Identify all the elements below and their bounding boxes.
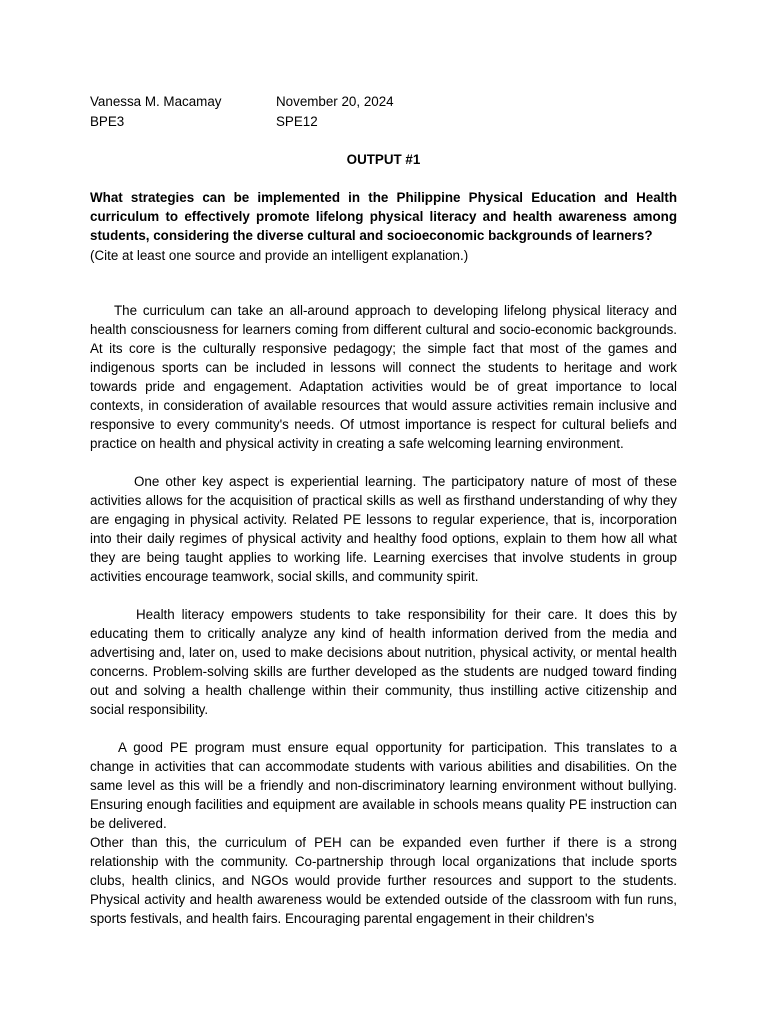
document-title: OUTPUT #1 [346, 152, 421, 167]
document-page [90, 92, 677, 928]
paragraph-5: Other than this, the curriculum of PEH can be expanded even further if there is a strong relationship with the community. Co-partnership through local organizations that include sports clubs, health clinics, and NGOs would provide further resources and support to the students. Physical activity and health awareness would be extended outside of the classroom with fun runs, sports festivals, and health fairs. Encouraging parental engagement in their children's [90, 834, 677, 926]
paragraph-4: A good PE program must ensure equal opportunity for participation. This translates to a change in activities that can accommodate students with various abilities and disabilities. On the same level as this will be a friendly and non-discriminatory learning environment without bullying. Ensuring enough facilities and equipment are available in schools means quality PE instruction can be delivered. [90, 739, 677, 831]
paragraph-1: The curriculum can take an all-around approach to developing lifelong physical literacy and health consciousness for learners coming from different cultural and socio-economic backgrounds. At its core is the culturally responsive pedagogy; the simple fact that most of the games and indigenous sports can be included in lessons will connect the students to heritage and work towards pride and engagement. Adaptation activities would be of great importance to local contexts, in consideration of available resources that would assure activities remain inclusive and responsive to every community's needs. Of utmost importance is respect for cultural beliefs and practice on health and physical activity in creating a safe welcoming learning environment. [90, 302, 677, 451]
paragraph-2: One other key aspect is experiential learning. The participatory nature of most of these activities allows for the acquisition of practical skills as well as firsthand understanding of why they are engaging in physical activity. Related PE lessons to regular experience, that is, incorporation into their daily regimes of physical activity and healthy food options, explain to them how all what they are being taught applies to working life. Learning exercises that involve students in group activities encourage teamwork, social skills, and community spirit. [90, 473, 677, 584]
header-row-1 [90, 92, 677, 112]
submission-date: November 20, 2024 [276, 94, 394, 109]
header-row-2 [90, 112, 677, 132]
student-name: Vanessa M. Macamay [90, 94, 222, 109]
student-section: BPE3 [90, 114, 125, 129]
paragraph-3: Health literacy empowers students to take responsibility for their care. It does this by educating them to critically analyze any kind of health information derived from the media and advertising and, later on, used to make decisions about nutrition, physical activity, or mental health concerns. Problem-solving skills are further developed as the students are nudged toward finding out and solving a health challenge within their community, thus instilling active citizenship and social responsibility. [90, 606, 677, 717]
course-code: SPE12 [276, 114, 318, 129]
question-text: What strategies can be implemented in the Philippine Physical Education and Health curriculum to effectively promote lifelong physical literacy and health awareness among students, considering the diverse cultural and socioeconomic backgrounds of learners? [90, 190, 677, 244]
question-note: (Cite at least one source and provide an intelligent explanation.) [90, 247, 469, 263]
